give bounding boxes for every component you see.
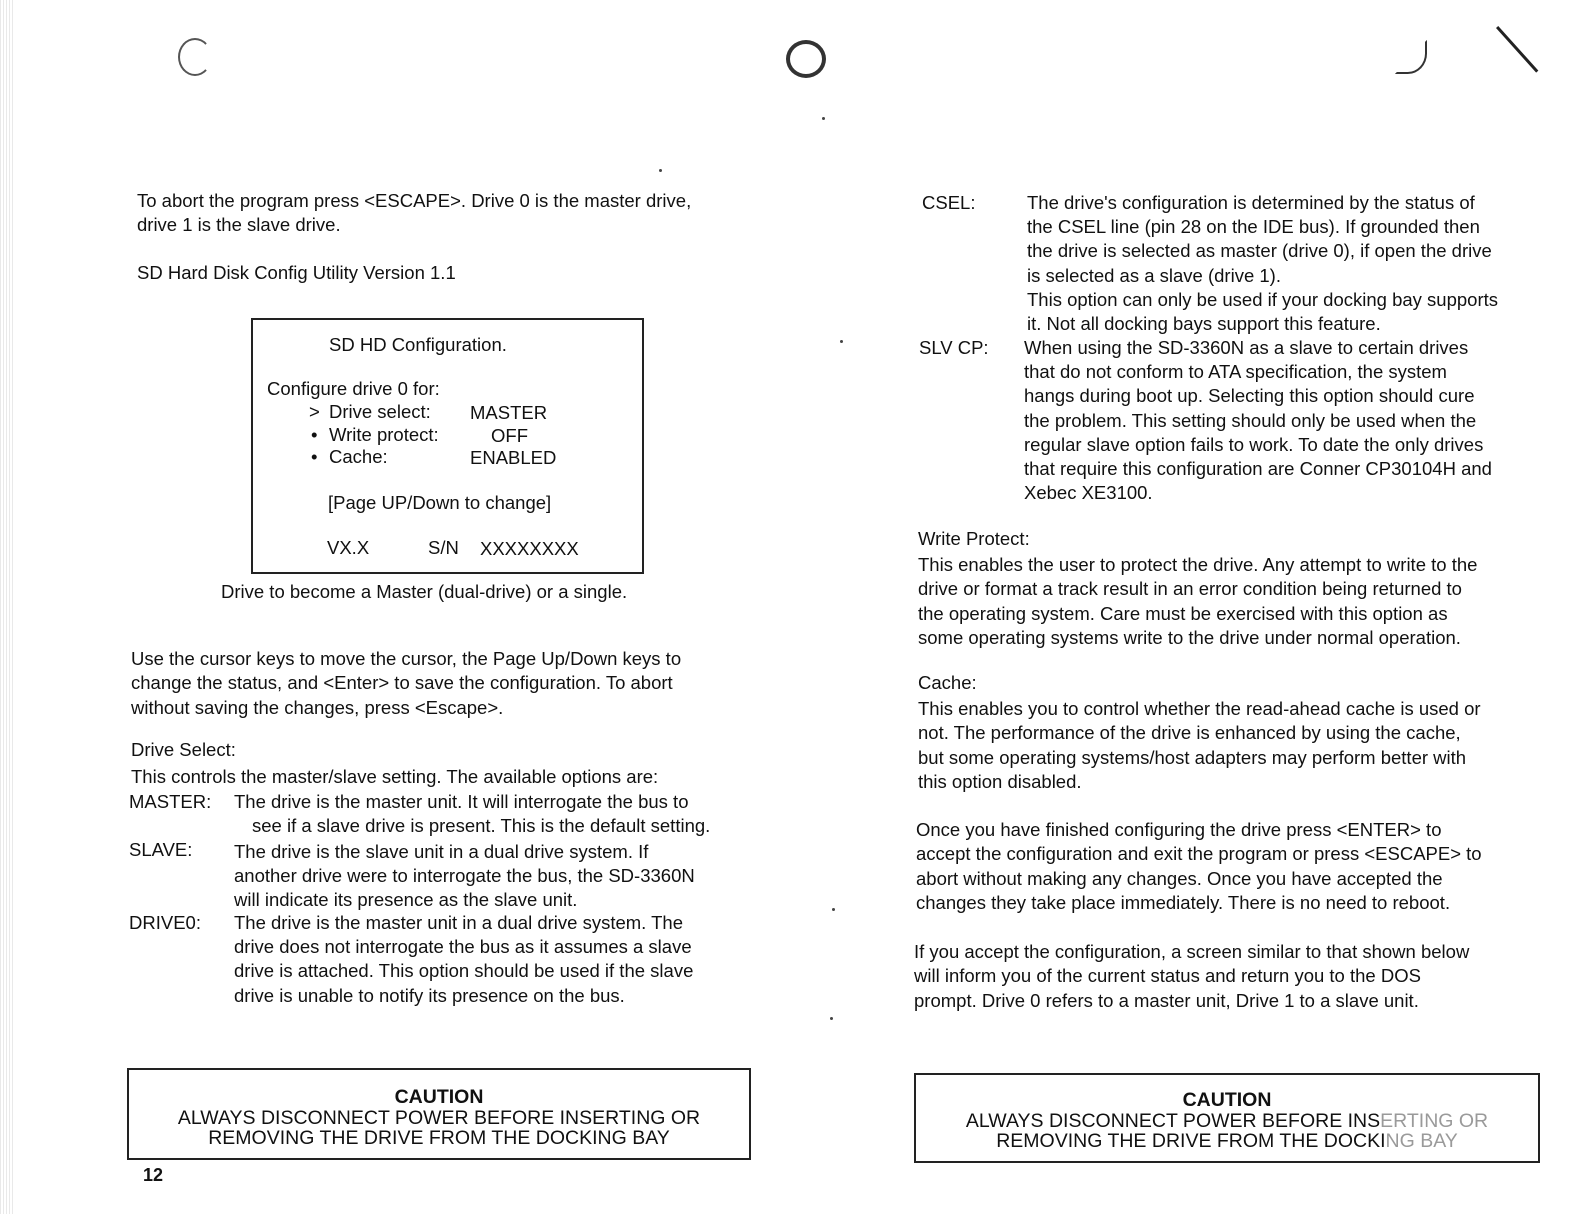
caution-line-text: ALWAYS DISCONNECT POWER BEFORE INS bbox=[965, 1109, 1381, 1132]
config-screen-box bbox=[251, 318, 644, 574]
definition-line: drive does not interrogate the bus as it assumes a slave bbox=[234, 936, 692, 958]
definition-line: regular slave option fails to work. To date the only drives bbox=[1024, 433, 1484, 455]
paragraph-line: changes they take place immediately. There is no need to reboot. bbox=[916, 891, 1451, 913]
paragraph-line: will inform you of the current status and return you to the DOS bbox=[914, 965, 1421, 987]
config-box-serial-label: S/N bbox=[428, 537, 459, 558]
config-box-title: SD HD Configuration. bbox=[329, 334, 507, 355]
paragraph-line: the operating system. Care must be exercised with this option as bbox=[918, 602, 1448, 624]
definition-line: hangs during boot up. Selecting this option should cure bbox=[1024, 385, 1475, 407]
config-box-prompt: Configure drive 0 for: bbox=[267, 378, 440, 399]
paragraph-line: abort without making any changes. Once you have accepted the bbox=[916, 867, 1443, 889]
drive-select-heading: Drive Select: bbox=[131, 739, 236, 760]
option-marker: • bbox=[311, 424, 318, 445]
option-label-drive-select: Drive select: bbox=[329, 401, 431, 422]
utility-title: SD Hard Disk Config Utility Version 1.1 bbox=[137, 262, 456, 283]
paragraph-line: Once you have finished configuring the drive press <ENTER> to bbox=[916, 819, 1442, 840]
cache-paragraph bbox=[918, 697, 1548, 794]
definition-line: will indicate its presence as the slave unit. bbox=[234, 889, 578, 911]
definition-line: that do not conform to ATA specification, the system bbox=[1024, 361, 1447, 383]
definition-line: Xebec XE3100. bbox=[1024, 482, 1153, 504]
scan-speck bbox=[822, 117, 825, 120]
paragraph-line: but some operating systems/host adapters may perform better with bbox=[918, 746, 1467, 768]
definition-body-master bbox=[234, 790, 758, 838]
box-caption: Drive to become a Master (dual-drive) or a single. bbox=[221, 581, 628, 602]
definition-line: it. Not all docking bays support this feature. bbox=[1027, 313, 1381, 335]
config-box-version: VX.X bbox=[327, 537, 370, 558]
cache-heading: Cache: bbox=[918, 672, 977, 693]
definition-body-slave bbox=[234, 840, 758, 913]
paragraph-line: not. The performance of the drive is enhanced by using the cache, bbox=[918, 722, 1461, 744]
write-protect-heading: Write Protect: bbox=[918, 528, 1030, 549]
paragraph-line: some operating systems write to the drive under normal operation. bbox=[918, 626, 1461, 648]
caution-line: ALWAYS DISCONNECT POWER BEFORE INSERTING OR bbox=[177, 1106, 701, 1129]
scan-speck bbox=[832, 908, 835, 911]
option-marker: • bbox=[311, 446, 318, 467]
paragraph-line: drive or format a track result in an error condition being returned to bbox=[918, 578, 1462, 600]
definition-term-slv-cp: SLV CP: bbox=[919, 337, 989, 358]
definition-body-drive0 bbox=[234, 911, 758, 1008]
definition-line: drive is unable to notify its presence on the bus. bbox=[234, 984, 625, 1006]
page-number: 12 bbox=[143, 1165, 164, 1185]
caution-title: CAUTION bbox=[394, 1086, 484, 1108]
definition-line: The drive is the master unit. It will interrogate the bus to bbox=[234, 791, 689, 812]
accept-paragraph bbox=[914, 940, 1544, 1013]
definition-line: see if a slave drive is present. This is the default setting. bbox=[252, 815, 711, 837]
usage-line: without saving the changes, press <Escape>. bbox=[131, 696, 504, 718]
caution-line: REMOVING THE DRIVE FROM THE DOCKING BAY bbox=[208, 1127, 670, 1149]
option-label-write-protect: Write protect: bbox=[329, 424, 439, 445]
caution-line bbox=[916, 1131, 1538, 1152]
paragraph-line: accept the configuration and exit the program or press <ESCAPE> to bbox=[916, 843, 1482, 865]
paragraph-line: If you accept the configuration, a screen similar to that shown below bbox=[914, 941, 1470, 962]
option-value-write-protect: OFF bbox=[491, 425, 528, 446]
definition-line: The drive is the master unit in a dual drive system. The bbox=[234, 912, 683, 933]
definition-line: This option can only be used if your docking bay supports bbox=[1027, 288, 1499, 310]
definition-line: The drive is the slave unit in a dual drive system. If bbox=[234, 841, 649, 862]
definition-term-csel: CSEL: bbox=[922, 192, 976, 213]
definition-line: When using the SD-3360N as a slave to certain drives bbox=[1024, 337, 1469, 358]
caution-line-faded-text: ERTING OR bbox=[1380, 1109, 1489, 1132]
caution-line bbox=[916, 1111, 1538, 1132]
config-box-serial-value: XXXXXXXX bbox=[480, 538, 579, 559]
drive-select-intro: This controls the master/slave setting. The available options are: bbox=[131, 766, 659, 787]
intro-line-2: drive 1 is the slave drive. bbox=[137, 214, 341, 235]
definition-line: The drive's configuration is determined by the status of bbox=[1027, 192, 1475, 213]
scan-speck bbox=[659, 169, 662, 172]
definition-line: drive is attached. This option should be used if the slave bbox=[234, 960, 694, 982]
definition-line: the CSEL line (pin 28 on the IDE bus). If grounded then bbox=[1027, 216, 1480, 238]
scan-speck bbox=[840, 340, 843, 343]
definition-line: is selected as a slave (drive 1). bbox=[1027, 264, 1281, 286]
definition-term-master: MASTER: bbox=[129, 791, 212, 812]
finish-paragraph bbox=[916, 818, 1546, 915]
write-protect-paragraph bbox=[918, 553, 1548, 650]
usage-paragraph bbox=[131, 647, 759, 720]
option-value-cache: ENABLED bbox=[470, 447, 557, 468]
scan-page-edge bbox=[0, 0, 14, 1214]
definition-line: that require this configuration are Conner CP30104H and bbox=[1024, 458, 1492, 480]
scan-speck bbox=[830, 1017, 833, 1020]
option-value-drive-select: MASTER bbox=[470, 402, 548, 423]
scan-slash-mark bbox=[1496, 26, 1538, 73]
definition-term-slave: SLAVE: bbox=[129, 839, 193, 860]
option-marker: > bbox=[309, 401, 320, 422]
definition-term-drive0: DRIVE0: bbox=[129, 912, 201, 933]
definition-line: another drive were to interrogate the bus, the SD-3360N bbox=[234, 865, 695, 887]
definition-body-slv-cp bbox=[1024, 336, 1550, 505]
definition-body-csel bbox=[1027, 191, 1550, 336]
definition-line: the problem. This setting should only be used when the bbox=[1024, 409, 1477, 431]
config-box-hint: [Page UP/Down to change] bbox=[328, 492, 552, 513]
binder-hole-left-mark bbox=[178, 38, 212, 76]
paragraph-line: this option disabled. bbox=[918, 770, 1082, 792]
paragraph-line: This enables the user to protect the drive. Any attempt to write to the bbox=[918, 554, 1478, 575]
paragraph-line: This enables you to control whether the read-ahead cache is used or bbox=[918, 698, 1481, 719]
binder-hole-center-mark bbox=[786, 40, 826, 78]
caution-line-text: REMOVING THE DRIVE FROM THE DOCKI bbox=[996, 1130, 1386, 1152]
usage-line: Use the cursor keys to move the cursor, the Page Up/Down keys to bbox=[131, 648, 682, 669]
caution-line-faded-text: NG BAY bbox=[1385, 1130, 1458, 1152]
caution-title: CAUTION bbox=[1182, 1089, 1272, 1111]
usage-line: change the status, and <Enter> to save the configuration. To abort bbox=[131, 672, 673, 694]
intro-line-1: To abort the program press <ESCAPE>. Drive 0 is the master drive, bbox=[137, 190, 692, 211]
caution-box-right bbox=[914, 1073, 1540, 1163]
option-label-cache: Cache: bbox=[329, 446, 388, 467]
caution-box-left bbox=[127, 1068, 751, 1160]
definition-line: the drive is selected as master (drive 0), if open the drive bbox=[1027, 240, 1492, 262]
paragraph-line: prompt. Drive 0 refers to a master unit, Drive 1 to a slave unit. bbox=[914, 989, 1419, 1011]
binder-hole-right-mark bbox=[1395, 40, 1427, 74]
